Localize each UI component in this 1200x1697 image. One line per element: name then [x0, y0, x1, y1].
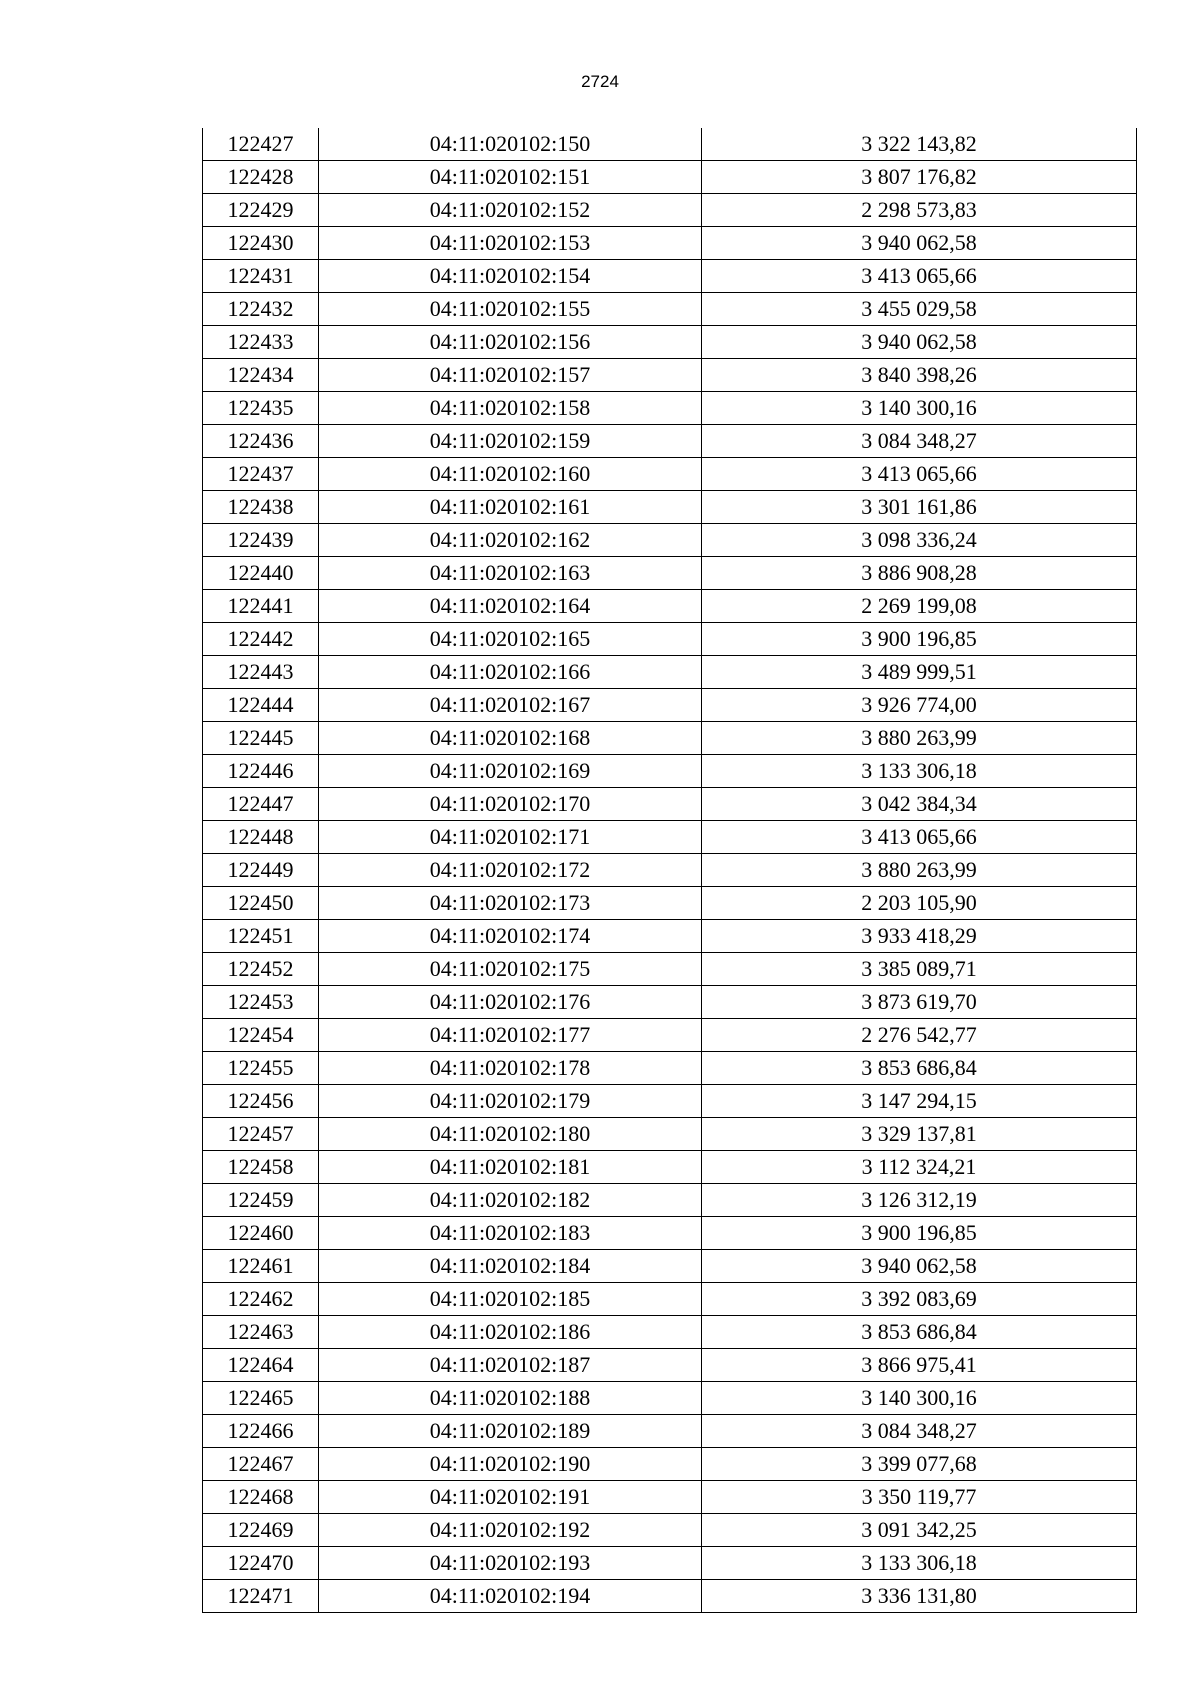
- table-row: [203, 1217, 1137, 1250]
- cadastral-value-cell: 3 940 062,58: [702, 227, 1137, 260]
- table-row: [203, 1118, 1137, 1151]
- row-number-cell: 122433: [203, 326, 319, 359]
- cadastral-value-cell: 3 886 908,28: [702, 557, 1137, 590]
- cadastral-value-cell: 2 276 542,77: [702, 1019, 1137, 1052]
- row-number-cell: 122452: [203, 953, 319, 986]
- row-number-cell: 122466: [203, 1415, 319, 1448]
- table-row: [203, 326, 1137, 359]
- table-row: [203, 194, 1137, 227]
- table-body: [203, 128, 1137, 1613]
- table-row: [203, 1019, 1137, 1052]
- row-number-cell: 122434: [203, 359, 319, 392]
- table-row: [203, 524, 1137, 557]
- cadastral-value-cell: 3 399 077,68: [702, 1448, 1137, 1481]
- cadastral-value-cell: 3 853 686,84: [702, 1052, 1137, 1085]
- cadastral-number-cell: 04:11:020102:183: [319, 1217, 702, 1250]
- cadastral-number-cell: 04:11:020102:164: [319, 590, 702, 623]
- table-row: [203, 722, 1137, 755]
- cadastral-value-cell: 2 298 573,83: [702, 194, 1137, 227]
- table-row: [203, 1448, 1137, 1481]
- row-number-cell: 122462: [203, 1283, 319, 1316]
- row-number-cell: 122460: [203, 1217, 319, 1250]
- row-number-cell: 122439: [203, 524, 319, 557]
- table-row: [203, 1481, 1137, 1514]
- cadastral-value-cell: 3 940 062,58: [702, 326, 1137, 359]
- row-number-cell: 122453: [203, 986, 319, 1019]
- table-row: [203, 689, 1137, 722]
- cadastral-number-cell: 04:11:020102:154: [319, 260, 702, 293]
- page-number: 2724: [581, 72, 619, 91]
- cadastral-value-cell: 3 084 348,27: [702, 1415, 1137, 1448]
- cadastral-number-cell: 04:11:020102:190: [319, 1448, 702, 1481]
- cadastral-value-cell: 3 112 324,21: [702, 1151, 1137, 1184]
- cadastral-value-cell: 3 900 196,85: [702, 1217, 1137, 1250]
- table-row: [203, 920, 1137, 953]
- row-number-cell: 122449: [203, 854, 319, 887]
- table-row: [203, 1382, 1137, 1415]
- row-number-cell: 122456: [203, 1085, 319, 1118]
- row-number-cell: 122455: [203, 1052, 319, 1085]
- cadastral-number-cell: 04:11:020102:152: [319, 194, 702, 227]
- cadastral-value-cell: 3 042 384,34: [702, 788, 1137, 821]
- row-number-cell: 122457: [203, 1118, 319, 1151]
- cadastral-number-cell: 04:11:020102:187: [319, 1349, 702, 1382]
- table-row: [203, 821, 1137, 854]
- row-number-cell: 122448: [203, 821, 319, 854]
- cadastral-number-cell: 04:11:020102:186: [319, 1316, 702, 1349]
- cadastral-value-cell: 3 940 062,58: [702, 1250, 1137, 1283]
- row-number-cell: 122444: [203, 689, 319, 722]
- cadastral-number-cell: 04:11:020102:181: [319, 1151, 702, 1184]
- cadastral-number-cell: 04:11:020102:151: [319, 161, 702, 194]
- table-row: [203, 1349, 1137, 1382]
- row-number-cell: 122464: [203, 1349, 319, 1382]
- cadastral-number-cell: 04:11:020102:180: [319, 1118, 702, 1151]
- cadastral-number-cell: 04:11:020102:182: [319, 1184, 702, 1217]
- table-row: [203, 458, 1137, 491]
- row-number-cell: 122465: [203, 1382, 319, 1415]
- row-number-cell: 122461: [203, 1250, 319, 1283]
- row-number-cell: 122427: [203, 128, 319, 161]
- row-number-cell: 122428: [203, 161, 319, 194]
- row-number-cell: 122450: [203, 887, 319, 920]
- cadastral-value-cell: 2 269 199,08: [702, 590, 1137, 623]
- cadastral-number-cell: 04:11:020102:169: [319, 755, 702, 788]
- cadastral-number-cell: 04:11:020102:159: [319, 425, 702, 458]
- cadastral-value-cell: 3 455 029,58: [702, 293, 1137, 326]
- cadastral-number-cell: 04:11:020102:167: [319, 689, 702, 722]
- cadastral-value-cell: 3 933 418,29: [702, 920, 1137, 953]
- cadastral-value-cell: 3 133 306,18: [702, 1547, 1137, 1580]
- cadastral-value-cell: 3 392 083,69: [702, 1283, 1137, 1316]
- cadastral-number-cell: 04:11:020102:160: [319, 458, 702, 491]
- table-row: [203, 293, 1137, 326]
- row-number-cell: 122441: [203, 590, 319, 623]
- table-row: [203, 1514, 1137, 1547]
- row-number-cell: 122446: [203, 755, 319, 788]
- cadastral-value-table: [202, 128, 1137, 1613]
- cadastral-number-cell: 04:11:020102:168: [319, 722, 702, 755]
- table-row: [203, 953, 1137, 986]
- table-row: [203, 887, 1137, 920]
- row-number-cell: 122430: [203, 227, 319, 260]
- cadastral-value-cell: 2 203 105,90: [702, 887, 1137, 920]
- cadastral-value-cell: 3 140 300,16: [702, 392, 1137, 425]
- cadastral-number-cell: 04:11:020102:161: [319, 491, 702, 524]
- cadastral-value-cell: 3 084 348,27: [702, 425, 1137, 458]
- row-number-cell: 122436: [203, 425, 319, 458]
- cadastral-number-cell: 04:11:020102:163: [319, 557, 702, 590]
- row-number-cell: 122467: [203, 1448, 319, 1481]
- row-number-cell: 122469: [203, 1514, 319, 1547]
- row-number-cell: 122443: [203, 656, 319, 689]
- row-number-cell: 122468: [203, 1481, 319, 1514]
- table-row: [203, 986, 1137, 1019]
- table-row: [203, 854, 1137, 887]
- table-row: [203, 1283, 1137, 1316]
- cadastral-value-cell: 3 133 306,18: [702, 755, 1137, 788]
- table-row: [203, 557, 1137, 590]
- row-number-cell: 122442: [203, 623, 319, 656]
- cadastral-value-cell: 3 926 774,00: [702, 689, 1137, 722]
- cadastral-number-cell: 04:11:020102:179: [319, 1085, 702, 1118]
- table-row: [203, 227, 1137, 260]
- cadastral-number-cell: 04:11:020102:173: [319, 887, 702, 920]
- cadastral-number-cell: 04:11:020102:192: [319, 1514, 702, 1547]
- row-number-cell: 122438: [203, 491, 319, 524]
- table-row: [203, 1184, 1137, 1217]
- row-number-cell: 122454: [203, 1019, 319, 1052]
- cadastral-number-cell: 04:11:020102:185: [319, 1283, 702, 1316]
- cadastral-value-cell: 3 147 294,15: [702, 1085, 1137, 1118]
- cadastral-number-cell: 04:11:020102:194: [319, 1580, 702, 1613]
- cadastral-value-cell: 3 840 398,26: [702, 359, 1137, 392]
- cadastral-number-cell: 04:11:020102:193: [319, 1547, 702, 1580]
- cadastral-number-cell: 04:11:020102:165: [319, 623, 702, 656]
- table-row: [203, 260, 1137, 293]
- cadastral-number-cell: 04:11:020102:157: [319, 359, 702, 392]
- cadastral-value-cell: 3 489 999,51: [702, 656, 1137, 689]
- row-number-cell: 122431: [203, 260, 319, 293]
- cadastral-value-cell: 3 413 065,66: [702, 821, 1137, 854]
- cadastral-value-cell: 3 091 342,25: [702, 1514, 1137, 1547]
- row-number-cell: 122459: [203, 1184, 319, 1217]
- cadastral-number-cell: 04:11:020102:170: [319, 788, 702, 821]
- cadastral-value-cell: 3 336 131,80: [702, 1580, 1137, 1613]
- cadastral-number-cell: 04:11:020102:156: [319, 326, 702, 359]
- table-row: [203, 392, 1137, 425]
- table-row: [203, 1250, 1137, 1283]
- cadastral-value-cell: 3 301 161,86: [702, 491, 1137, 524]
- table-row: [203, 161, 1137, 194]
- cadastral-value-cell: 3 866 975,41: [702, 1349, 1137, 1382]
- table-row: [203, 1580, 1137, 1613]
- cadastral-value-cell: 3 385 089,71: [702, 953, 1137, 986]
- row-number-cell: 122471: [203, 1580, 319, 1613]
- cadastral-number-cell: 04:11:020102:150: [319, 128, 702, 161]
- cadastral-value-cell: 3 322 143,82: [702, 128, 1137, 161]
- row-number-cell: 122458: [203, 1151, 319, 1184]
- table-row: [203, 1151, 1137, 1184]
- cadastral-number-cell: 04:11:020102:158: [319, 392, 702, 425]
- table-row: [203, 1052, 1137, 1085]
- cadastral-value-cell: 3 880 263,99: [702, 854, 1137, 887]
- cadastral-number-cell: 04:11:020102:174: [319, 920, 702, 953]
- table-row: [203, 656, 1137, 689]
- row-number-cell: 122429: [203, 194, 319, 227]
- table-row: [203, 1415, 1137, 1448]
- row-number-cell: 122463: [203, 1316, 319, 1349]
- row-number-cell: 122451: [203, 920, 319, 953]
- table-row: [203, 359, 1137, 392]
- cadastral-number-cell: 04:11:020102:188: [319, 1382, 702, 1415]
- cadastral-value-cell: 3 350 119,77: [702, 1481, 1137, 1514]
- row-number-cell: 122435: [203, 392, 319, 425]
- cadastral-number-cell: 04:11:020102:189: [319, 1415, 702, 1448]
- cadastral-value-cell: 3 126 312,19: [702, 1184, 1137, 1217]
- row-number-cell: 122445: [203, 722, 319, 755]
- cadastral-value-cell: 3 900 196,85: [702, 623, 1137, 656]
- cadastral-number-cell: 04:11:020102:155: [319, 293, 702, 326]
- cadastral-value-cell: 3 413 065,66: [702, 458, 1137, 491]
- cadastral-number-cell: 04:11:020102:178: [319, 1052, 702, 1085]
- row-number-cell: 122432: [203, 293, 319, 326]
- cadastral-value-cell: 3 098 336,24: [702, 524, 1137, 557]
- cadastral-number-cell: 04:11:020102:184: [319, 1250, 702, 1283]
- table-row: [203, 755, 1137, 788]
- cadastral-number-cell: 04:11:020102:172: [319, 854, 702, 887]
- cadastral-value-cell: 3 853 686,84: [702, 1316, 1137, 1349]
- cadastral-number-cell: 04:11:020102:191: [319, 1481, 702, 1514]
- table-row: [203, 425, 1137, 458]
- table-row: [203, 788, 1137, 821]
- table-row: [203, 1316, 1137, 1349]
- cadastral-number-cell: 04:11:020102:171: [319, 821, 702, 854]
- cadastral-value-cell: 3 807 176,82: [702, 161, 1137, 194]
- table-row: [203, 128, 1137, 161]
- row-number-cell: 122440: [203, 557, 319, 590]
- table-row: [203, 623, 1137, 656]
- cadastral-value-cell: 3 140 300,16: [702, 1382, 1137, 1415]
- cadastral-value-cell: 3 329 137,81: [702, 1118, 1137, 1151]
- cadastral-number-cell: 04:11:020102:176: [319, 986, 702, 1019]
- cadastral-number-cell: 04:11:020102:162: [319, 524, 702, 557]
- cadastral-number-cell: 04:11:020102:166: [319, 656, 702, 689]
- row-number-cell: 122447: [203, 788, 319, 821]
- table-row: [203, 590, 1137, 623]
- cadastral-number-cell: 04:11:020102:177: [319, 1019, 702, 1052]
- row-number-cell: 122437: [203, 458, 319, 491]
- cadastral-value-cell: 3 880 263,99: [702, 722, 1137, 755]
- table-row: [203, 1547, 1137, 1580]
- cadastral-value-cell: 3 413 065,66: [702, 260, 1137, 293]
- table-row: [203, 1085, 1137, 1118]
- row-number-cell: 122470: [203, 1547, 319, 1580]
- cadastral-number-cell: 04:11:020102:153: [319, 227, 702, 260]
- table-row: [203, 491, 1137, 524]
- cadastral-number-cell: 04:11:020102:175: [319, 953, 702, 986]
- cadastral-value-cell: 3 873 619,70: [702, 986, 1137, 1019]
